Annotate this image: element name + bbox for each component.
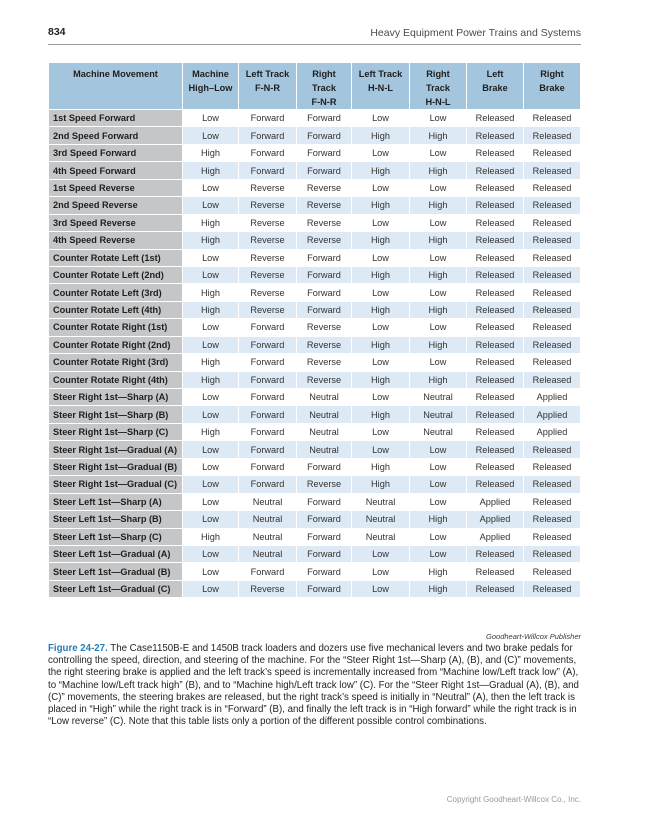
left-brake-cell: Released <box>467 214 524 231</box>
left-brake-cell: Applied <box>467 493 524 510</box>
left-track-hnl-cell: Low <box>352 319 410 336</box>
machine-range-cell: High <box>183 354 239 371</box>
right-track-hnl-cell: Low <box>410 144 467 161</box>
machine-movement-cell: 2nd Speed Reverse <box>49 197 183 214</box>
machine-range-cell: High <box>183 214 239 231</box>
left-brake-cell: Released <box>467 371 524 388</box>
right-track-hnl-cell: Low <box>410 354 467 371</box>
left-track-hnl-cell: Low <box>352 249 410 266</box>
table-row <box>49 371 581 388</box>
left-brake-cell: Applied <box>467 511 524 528</box>
right-brake-cell: Released <box>524 580 581 597</box>
right-track-fnr-cell: Forward <box>297 284 352 301</box>
table-row <box>49 580 581 597</box>
machine-range-cell: Low <box>183 511 239 528</box>
left-track-fnr-cell: Forward <box>239 319 297 336</box>
left-track-fnr-cell: Forward <box>239 476 297 493</box>
left-track-hnl-cell: High <box>352 197 410 214</box>
left-track-fnr-cell: Forward <box>239 127 297 144</box>
right-track-fnr-cell: Reverse <box>297 232 352 249</box>
right-track-hnl-cell: Low <box>410 493 467 510</box>
left-track-fnr-cell: Forward <box>239 389 297 406</box>
left-brake-cell: Released <box>467 319 524 336</box>
right-track-fnr-cell: Neutral <box>297 423 352 440</box>
left-track-hnl-cell: Low <box>352 441 410 458</box>
left-brake-cell: Released <box>467 127 524 144</box>
left-brake-cell: Released <box>467 336 524 353</box>
right-track-hnl-cell: Low <box>410 458 467 475</box>
left-track-hnl-cell: Low <box>352 214 410 231</box>
right-track-hnl-cell: High <box>410 232 467 249</box>
caption-text: The Case1150B-E and 1450B track loaders and dozers use five mechanical levers and two brake pedals for controlling the speed, direction, and steering of the machine. For the “Steer Right 1st—Sharp (A), (B), and (C)” movements, the right steering brake is applied and the left track’s speed is incrementally increased from “Machine low/Left track low” (A), to “Machine low/Left track high” (B), and to “Machine high/Left track low” (C). For the “Steer Right 1st—Gradual (A), (B), and (C)” movements, the steering brakes are released, but the right track’s speed is initially in “Neutral” (A), then the left track is placed in “High” while the right track is in “Forward” (B), and finally the left track is in “High forward” while the right track is in “Low reverse” (C). Note that this table lists only a portion of the different possible control combinations. <box>48 643 579 728</box>
column-header-left-track-fnr: Left Track F-N-R <box>239 63 297 110</box>
machine-range-cell: Low <box>183 110 239 127</box>
right-brake-cell: Released <box>524 214 581 231</box>
left-brake-cell: Released <box>467 406 524 423</box>
left-track-fnr-cell: Neutral <box>239 545 297 562</box>
machine-movement-cell: 1st Speed Reverse <box>49 179 183 196</box>
machine-range-cell: Low <box>183 441 239 458</box>
left-track-hnl-cell: Neutral <box>352 493 410 510</box>
left-brake-cell: Released <box>467 354 524 371</box>
left-track-hnl-cell: Low <box>352 563 410 580</box>
machine-movement-cell: 4th Speed Forward <box>49 162 183 179</box>
left-track-hnl-cell: Neutral <box>352 511 410 528</box>
right-track-fnr-cell: Forward <box>297 458 352 475</box>
left-track-fnr-cell: Reverse <box>239 580 297 597</box>
right-track-hnl-cell: Low <box>410 441 467 458</box>
right-brake-cell: Released <box>524 511 581 528</box>
left-brake-cell: Released <box>467 301 524 318</box>
machine-movement-cell: Counter Rotate Left (1st) <box>49 249 183 266</box>
right-track-hnl-cell: High <box>410 127 467 144</box>
left-track-hnl-cell: Low <box>352 354 410 371</box>
right-brake-cell: Released <box>524 127 581 144</box>
right-track-hnl-cell: Neutral <box>410 389 467 406</box>
machine-movement-cell: Counter Rotate Right (2nd) <box>49 336 183 353</box>
left-track-hnl-cell: Neutral <box>352 528 410 545</box>
right-track-fnr-cell: Forward <box>297 528 352 545</box>
machine-movement-cell: Counter Rotate Left (2nd) <box>49 266 183 283</box>
left-track-fnr-cell: Forward <box>239 162 297 179</box>
right-track-fnr-cell: Neutral <box>297 389 352 406</box>
machine-movement-cell: Steer Left 1st—Sharp (A) <box>49 493 183 510</box>
table-row <box>49 511 581 528</box>
column-header-left-track-hnl: Left Track H-N-L <box>352 63 410 110</box>
table-row <box>49 476 581 493</box>
right-track-hnl-cell: High <box>410 563 467 580</box>
right-track-fnr-cell: Forward <box>297 162 352 179</box>
machine-movement-cell: Steer Left 1st—Gradual (B) <box>49 563 183 580</box>
left-brake-cell: Released <box>467 580 524 597</box>
table-row <box>49 179 581 196</box>
left-brake-cell: Applied <box>467 528 524 545</box>
left-track-hnl-cell: Low <box>352 144 410 161</box>
left-brake-cell: Released <box>467 545 524 562</box>
table-row <box>49 284 581 301</box>
machine-movement-cell: 3rd Speed Reverse <box>49 214 183 231</box>
left-track-hnl-cell: High <box>352 162 410 179</box>
right-track-fnr-cell: Reverse <box>297 336 352 353</box>
right-track-hnl-cell: High <box>410 371 467 388</box>
machine-range-cell: Low <box>183 319 239 336</box>
left-track-hnl-cell: High <box>352 266 410 283</box>
machine-range-cell: Low <box>183 336 239 353</box>
machine-movement-cell: Steer Left 1st—Sharp (C) <box>49 528 183 545</box>
right-track-fnr-cell: Reverse <box>297 197 352 214</box>
right-track-hnl-cell: Low <box>410 179 467 196</box>
machine-movement-cell: 4th Speed Reverse <box>49 232 183 249</box>
right-brake-cell: Released <box>524 545 581 562</box>
left-brake-cell: Released <box>467 144 524 161</box>
right-track-fnr-cell: Forward <box>297 563 352 580</box>
left-track-hnl-cell: High <box>352 458 410 475</box>
right-track-fnr-cell: Forward <box>297 580 352 597</box>
left-brake-cell: Released <box>467 423 524 440</box>
machine-movement-cell: Steer Right 1st—Gradual (C) <box>49 476 183 493</box>
left-brake-cell: Released <box>467 266 524 283</box>
left-track-fnr-cell: Forward <box>239 423 297 440</box>
table-row <box>49 423 581 440</box>
left-brake-cell: Released <box>467 162 524 179</box>
table-row <box>49 528 581 545</box>
right-track-hnl-cell: High <box>410 162 467 179</box>
table-row <box>49 319 581 336</box>
page-number: 834 <box>48 26 66 38</box>
right-brake-cell: Released <box>524 319 581 336</box>
right-brake-cell: Released <box>524 354 581 371</box>
left-brake-cell: Released <box>467 458 524 475</box>
right-brake-cell: Released <box>524 232 581 249</box>
left-track-fnr-cell: Neutral <box>239 528 297 545</box>
machine-range-cell: Low <box>183 179 239 196</box>
table-row <box>49 336 581 353</box>
machine-range-cell: High <box>183 232 239 249</box>
column-header-left-brake: Left Brake <box>467 63 524 110</box>
machine-movement-cell: Counter Rotate Left (4th) <box>49 301 183 318</box>
machine-range-cell: Low <box>183 493 239 510</box>
left-brake-cell: Released <box>467 249 524 266</box>
right-brake-cell: Released <box>524 493 581 510</box>
table-row <box>49 354 581 371</box>
table-row <box>49 144 581 161</box>
machine-range-cell: Low <box>183 563 239 580</box>
left-track-fnr-cell: Forward <box>239 371 297 388</box>
machine-movement-cell: Counter Rotate Left (3rd) <box>49 284 183 301</box>
machine-movement-cell: Counter Rotate Right (3rd) <box>49 354 183 371</box>
machine-range-cell: Low <box>183 406 239 423</box>
table-row <box>49 110 581 127</box>
left-brake-cell: Released <box>467 441 524 458</box>
right-brake-cell: Released <box>524 336 581 353</box>
right-brake-cell: Released <box>524 197 581 214</box>
left-track-hnl-cell: Low <box>352 284 410 301</box>
table-row <box>49 266 581 283</box>
right-brake-cell: Released <box>524 249 581 266</box>
right-track-hnl-cell: Low <box>410 110 467 127</box>
copyright-notice: Copyright Goodheart-Willcox Co., Inc. <box>446 795 581 804</box>
right-brake-cell: Released <box>524 301 581 318</box>
right-track-hnl-cell: Low <box>410 476 467 493</box>
right-track-hnl-cell: Low <box>410 214 467 231</box>
right-brake-cell: Released <box>524 284 581 301</box>
machine-movement-cell: Steer Left 1st—Gradual (A) <box>49 545 183 562</box>
left-track-hnl-cell: High <box>352 127 410 144</box>
column-header-machine-high-low: Machine High–Low <box>183 63 239 110</box>
left-track-hnl-cell: High <box>352 406 410 423</box>
figure-label: Figure 24-27. <box>48 643 108 654</box>
left-track-fnr-cell: Forward <box>239 110 297 127</box>
right-brake-cell: Applied <box>524 423 581 440</box>
left-track-hnl-cell: Low <box>352 389 410 406</box>
machine-movement-cell: Steer Right 1st—Sharp (A) <box>49 389 183 406</box>
left-track-hnl-cell: Low <box>352 110 410 127</box>
column-header-right-track-hnl: Right Track H-N-L <box>410 63 467 110</box>
machine-movement-cell: 3rd Speed Forward <box>49 144 183 161</box>
left-brake-cell: Released <box>467 232 524 249</box>
machine-movement-cell: Steer Left 1st—Sharp (B) <box>49 511 183 528</box>
right-track-fnr-cell: Forward <box>297 266 352 283</box>
right-track-fnr-cell: Reverse <box>297 371 352 388</box>
left-track-hnl-cell: High <box>352 232 410 249</box>
right-brake-cell: Released <box>524 162 581 179</box>
left-brake-cell: Released <box>467 110 524 127</box>
left-track-fnr-cell: Reverse <box>239 284 297 301</box>
right-brake-cell: Applied <box>524 406 581 423</box>
right-track-hnl-cell: Low <box>410 249 467 266</box>
column-header-right-brake: Right Brake <box>524 63 581 110</box>
right-track-fnr-cell: Neutral <box>297 406 352 423</box>
left-track-fnr-cell: Reverse <box>239 214 297 231</box>
right-track-fnr-cell: Reverse <box>297 214 352 231</box>
header-rule <box>48 44 581 45</box>
machine-range-cell: Low <box>183 197 239 214</box>
right-track-fnr-cell: Forward <box>297 511 352 528</box>
machine-range-cell: Low <box>183 458 239 475</box>
machine-range-cell: Low <box>183 127 239 144</box>
machine-range-cell: High <box>183 144 239 161</box>
left-track-hnl-cell: Low <box>352 423 410 440</box>
table-row <box>49 441 581 458</box>
machine-movement-cell: 2nd Speed Forward <box>49 127 183 144</box>
machine-movement-cell: Steer Right 1st—Gradual (A) <box>49 441 183 458</box>
image-credit: Goodheart-Willcox Publisher <box>486 632 581 641</box>
left-track-hnl-cell: Low <box>352 179 410 196</box>
left-track-hnl-cell: High <box>352 371 410 388</box>
right-track-fnr-cell: Forward <box>297 144 352 161</box>
left-track-hnl-cell: High <box>352 336 410 353</box>
left-track-fnr-cell: Forward <box>239 336 297 353</box>
left-track-hnl-cell: High <box>352 301 410 318</box>
machine-range-cell: Low <box>183 476 239 493</box>
table-row <box>49 458 581 475</box>
right-brake-cell: Released <box>524 371 581 388</box>
left-track-fnr-cell: Forward <box>239 441 297 458</box>
right-brake-cell: Released <box>524 458 581 475</box>
left-track-hnl-cell: Low <box>352 580 410 597</box>
left-track-fnr-cell: Forward <box>239 458 297 475</box>
machine-range-cell: High <box>183 301 239 318</box>
machine-range-cell: Low <box>183 580 239 597</box>
right-track-hnl-cell: Low <box>410 545 467 562</box>
left-track-fnr-cell: Reverse <box>239 232 297 249</box>
machine-range-cell: High <box>183 162 239 179</box>
right-track-fnr-cell: Forward <box>297 493 352 510</box>
table-row <box>49 249 581 266</box>
right-track-hnl-cell: Low <box>410 319 467 336</box>
right-track-fnr-cell: Forward <box>297 249 352 266</box>
right-brake-cell: Released <box>524 144 581 161</box>
table-row <box>49 545 581 562</box>
right-brake-cell: Released <box>524 110 581 127</box>
left-brake-cell: Released <box>467 389 524 406</box>
machine-range-cell: High <box>183 528 239 545</box>
table-row <box>49 197 581 214</box>
right-track-hnl-cell: High <box>410 266 467 283</box>
right-brake-cell: Released <box>524 563 581 580</box>
machine-movement-cell: Counter Rotate Right (4th) <box>49 371 183 388</box>
right-track-fnr-cell: Reverse <box>297 179 352 196</box>
right-brake-cell: Applied <box>524 389 581 406</box>
table-row <box>49 127 581 144</box>
table-body <box>49 110 581 598</box>
table-row <box>49 406 581 423</box>
left-track-fnr-cell: Forward <box>239 563 297 580</box>
left-track-fnr-cell: Reverse <box>239 197 297 214</box>
table-row <box>49 162 581 179</box>
machine-movement-cell: Steer Right 1st—Sharp (B) <box>49 406 183 423</box>
right-track-hnl-cell: High <box>410 580 467 597</box>
left-brake-cell: Released <box>467 179 524 196</box>
left-brake-cell: Released <box>467 563 524 580</box>
right-track-hnl-cell: Low <box>410 528 467 545</box>
column-header-right-track-fnr: Right Track F-N-R <box>297 63 352 110</box>
machine-movement-cell: Steer Left 1st—Gradual (C) <box>49 580 183 597</box>
machine-range-cell: Low <box>183 266 239 283</box>
right-track-hnl-cell: Neutral <box>410 423 467 440</box>
table-row <box>49 301 581 318</box>
left-brake-cell: Released <box>467 284 524 301</box>
right-track-fnr-cell: Forward <box>297 545 352 562</box>
left-track-fnr-cell: Reverse <box>239 266 297 283</box>
right-track-hnl-cell: High <box>410 197 467 214</box>
machine-range-cell: High <box>183 371 239 388</box>
machine-movement-cell: Steer Right 1st—Sharp (C) <box>49 423 183 440</box>
left-track-fnr-cell: Reverse <box>239 179 297 196</box>
right-brake-cell: Released <box>524 528 581 545</box>
left-brake-cell: Released <box>467 476 524 493</box>
right-track-fnr-cell: Forward <box>297 110 352 127</box>
column-header-machine-movement: Machine Movement <box>49 63 183 110</box>
figure-caption <box>48 643 580 728</box>
machine-range-cell: High <box>183 423 239 440</box>
machine-movement-cell: Steer Right 1st—Gradual (B) <box>49 458 183 475</box>
machine-range-cell: High <box>183 284 239 301</box>
left-track-fnr-cell: Neutral <box>239 493 297 510</box>
right-track-fnr-cell: Neutral <box>297 441 352 458</box>
machine-movement-cell: Counter Rotate Right (1st) <box>49 319 183 336</box>
left-track-fnr-cell: Forward <box>239 144 297 161</box>
right-track-hnl-cell: Neutral <box>410 406 467 423</box>
right-brake-cell: Released <box>524 266 581 283</box>
left-brake-cell: Released <box>467 197 524 214</box>
machine-movement-cell: 1st Speed Forward <box>49 110 183 127</box>
left-track-fnr-cell: Reverse <box>239 249 297 266</box>
right-brake-cell: Released <box>524 441 581 458</box>
table-row <box>49 493 581 510</box>
control-combination-table <box>48 62 581 598</box>
machine-range-cell: Low <box>183 249 239 266</box>
left-track-hnl-cell: Low <box>352 545 410 562</box>
left-track-fnr-cell: Forward <box>239 354 297 371</box>
right-track-fnr-cell: Reverse <box>297 354 352 371</box>
running-title: Heavy Equipment Power Trains and Systems <box>370 27 581 39</box>
right-track-hnl-cell: High <box>410 511 467 528</box>
right-track-fnr-cell: Reverse <box>297 476 352 493</box>
machine-range-cell: Low <box>183 389 239 406</box>
left-track-hnl-cell: High <box>352 476 410 493</box>
table-row <box>49 232 581 249</box>
right-track-fnr-cell: Forward <box>297 301 352 318</box>
table-row <box>49 214 581 231</box>
right-track-hnl-cell: High <box>410 301 467 318</box>
left-track-fnr-cell: Forward <box>239 406 297 423</box>
right-track-fnr-cell: Reverse <box>297 319 352 336</box>
right-brake-cell: Released <box>524 179 581 196</box>
right-track-fnr-cell: Forward <box>297 127 352 144</box>
left-track-fnr-cell: Neutral <box>239 511 297 528</box>
machine-range-cell: Low <box>183 545 239 562</box>
left-track-fnr-cell: Reverse <box>239 301 297 318</box>
table-row <box>49 389 581 406</box>
right-track-hnl-cell: Low <box>410 284 467 301</box>
right-track-hnl-cell: High <box>410 336 467 353</box>
table-row <box>49 563 581 580</box>
right-brake-cell: Released <box>524 476 581 493</box>
table-header-row <box>49 63 581 110</box>
